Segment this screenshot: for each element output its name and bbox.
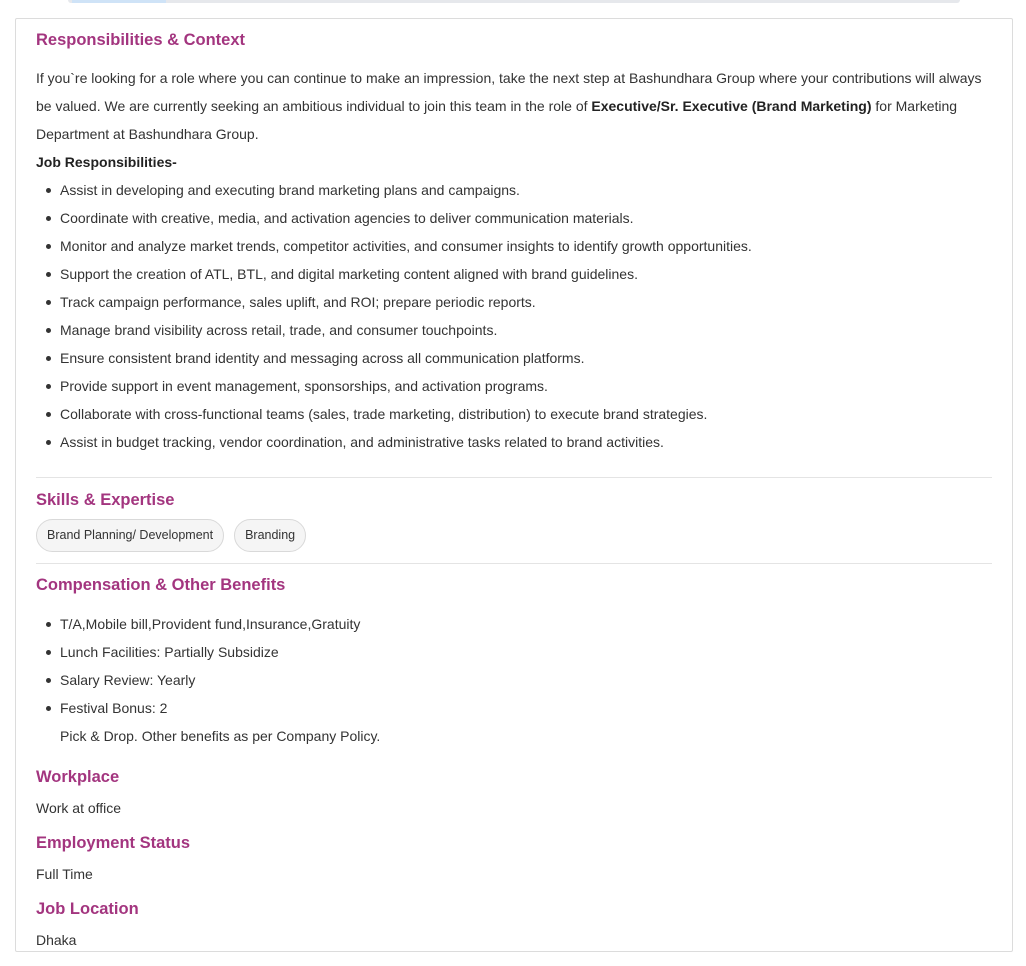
top-strip-accent [72, 0, 166, 3]
compensation-title: Compensation & Other Benefits [36, 576, 286, 594]
list-item: Ensure consistent brand identity and messaging across all communication platforms. [36, 344, 992, 372]
employment-status-value: Full Time [36, 866, 93, 882]
list-item: Collaborate with cross-functional teams (sales, trade marketing, distribution) to execute brand strategies. [36, 400, 992, 428]
intro-text-start: If you`re looking for a role where you can continue to make an impression, take the next step at Bashundhara Group where your contributions will always be valued. We are currently seeking an ambitious individual to join this team in the role of [36, 70, 982, 114]
workplace-title: Workplace [36, 768, 120, 786]
section-divider [36, 563, 992, 564]
bullet-icon [46, 384, 51, 389]
list-item: Lunch Facilities: Partially Subsidize [36, 638, 992, 666]
bullet-icon [46, 328, 51, 333]
list-item: T/A,Mobile bill,Provident fund,Insurance,Gratuity [36, 610, 992, 638]
top-scroll-strip [68, 0, 960, 3]
bullet-icon [46, 188, 51, 193]
bullet-icon [46, 650, 51, 655]
bullet-icon [46, 244, 51, 249]
list-item: Provide support in event management, sponsorships, and activation programs. [36, 372, 992, 400]
list-item: Coordinate with creative, media, and activation agencies to deliver communication materials. [36, 204, 992, 232]
bullet-icon [46, 272, 51, 277]
bullet-icon [46, 440, 51, 445]
bullet-icon [46, 356, 51, 361]
section-divider [36, 477, 992, 478]
list-item: Support the creation of ATL, BTL, and digital marketing content aligned with brand guidelines. [36, 260, 992, 288]
list-item: Salary Review: Yearly [36, 666, 992, 694]
list-item: Festival Bonus: 2 [36, 694, 992, 722]
job-details-card [15, 18, 1013, 952]
skills-title: Skills & Expertise [36, 491, 175, 509]
intro-job-title: Executive/Sr. Executive (Brand Marketing) [591, 98, 872, 114]
skill-chip-brand-planning[interactable]: Brand Planning/ Development [36, 519, 224, 552]
responsibilities-intro [36, 64, 986, 148]
job-responsibilities-heading: Job Responsibilities- [36, 154, 177, 170]
responsibilities-list [36, 176, 992, 456]
job-location-title: Job Location [36, 900, 139, 918]
job-location-value: Dhaka [36, 932, 77, 948]
compensation-extra: Pick & Drop. Other benefits as per Company Policy. [60, 728, 381, 744]
responsibilities-title: Responsibilities & Context [36, 31, 246, 49]
skill-chip-branding[interactable]: Branding [234, 519, 306, 552]
bullet-icon [46, 412, 51, 417]
skills-chips [36, 519, 992, 552]
intro-text-end: for Marketing Department at Bashundhara Group. [36, 98, 958, 142]
employment-status-title: Employment Status [36, 834, 191, 852]
list-item: Assist in developing and executing brand marketing plans and campaigns. [36, 176, 992, 204]
bullet-icon [46, 706, 51, 711]
list-item: Track campaign performance, sales uplift, and ROI; prepare periodic reports. [36, 288, 992, 316]
list-item: Assist in budget tracking, vendor coordination, and administrative tasks related to brand activities. [36, 428, 992, 456]
list-item: Manage brand visibility across retail, trade, and consumer touchpoints. [36, 316, 992, 344]
compensation-list [36, 610, 992, 722]
workplace-value: Work at office [36, 800, 122, 816]
bullet-icon [46, 678, 51, 683]
bullet-icon [46, 216, 51, 221]
bullet-icon [46, 300, 51, 305]
bullet-icon [46, 622, 51, 627]
list-item: Monitor and analyze market trends, competitor activities, and consumer insights to identify growth opportunities. [36, 232, 992, 260]
